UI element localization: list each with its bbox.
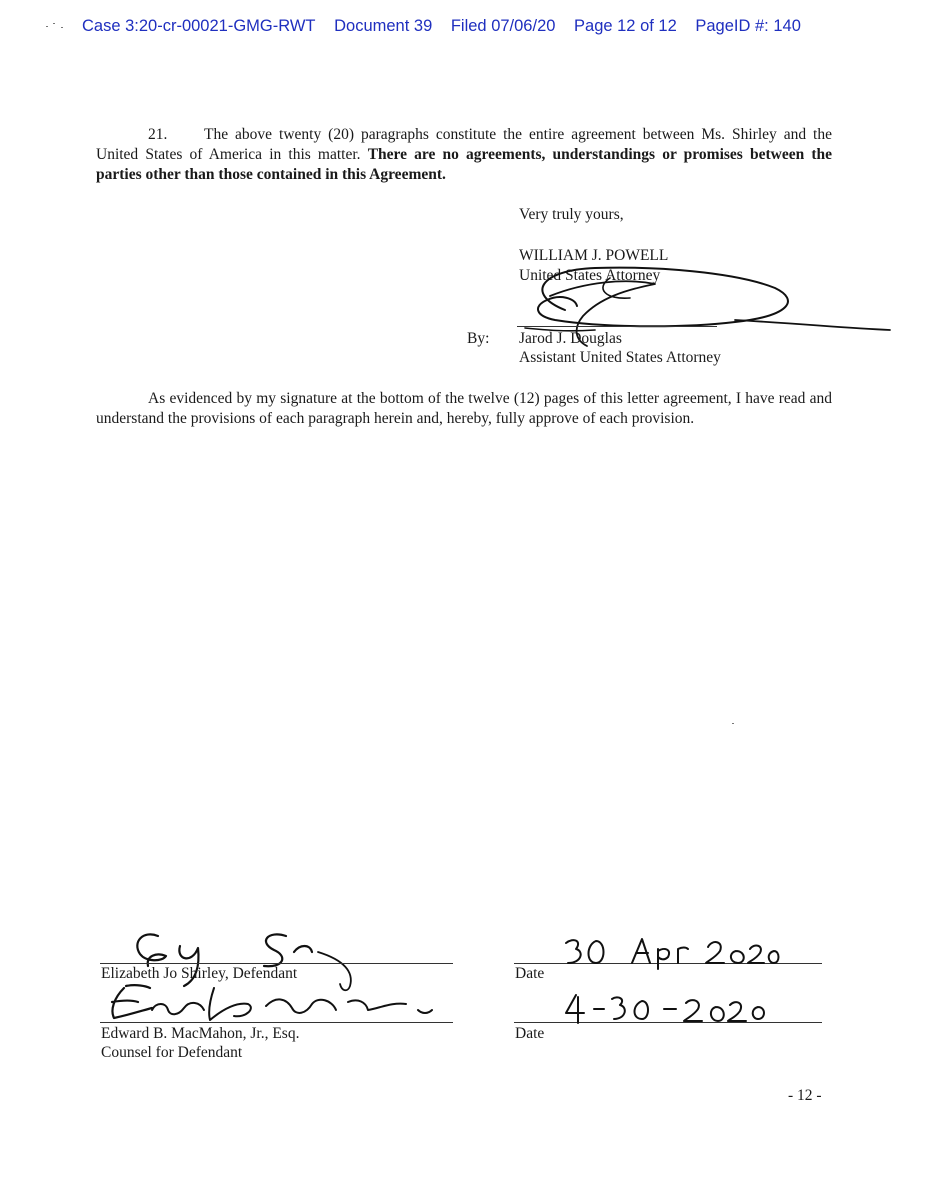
paragraph-number: 21. [148,126,168,143]
defendant-caption: Elizabeth Jo Shirley, Defendant [101,965,298,982]
signer-title: Assistant United States Attorney [519,349,721,366]
salutation: Very truly yours, [519,206,624,223]
scan-speck [61,27,63,28]
by-label: By: [467,330,490,347]
document-number: Document 39 [334,17,433,35]
attorney-name: WILLIAM J. POWELL [519,247,669,264]
attorney-title: United States Attorney [519,267,661,284]
counsel-date-label: Date [515,1025,545,1042]
defendant-date-label: Date [515,965,545,982]
filed-date: Filed 07/06/20 [450,17,556,35]
court-filing-header [82,17,801,36]
case-number: Case 3:20-cr-00021-GMG-RWT [82,17,316,35]
counsel-signature-line [100,1022,453,1023]
counsel-caption: Edward B. MacMahon, Jr., Esq. [101,1025,300,1042]
counsel-caption-role: Counsel for Defendant [101,1044,243,1061]
page-id: PageID #: 140 [695,17,801,35]
handwritten-date-2 [560,991,770,1025]
acknowledgment-text: As evidenced by my signature at the bottom of the twelve (12) pages of this letter agreement, I have read and understand the provisions of each paragraph herein and, hereby, fully approve of each provision. [96,390,832,427]
acknowledgment-paragraph [96,389,832,429]
scan-speck [732,723,734,724]
attorney-signature-line [517,326,717,327]
paragraph-text: The above twenty (20) paragraphs constitute the entire agreement between Ms. Shirley and the United States of America in this matter. [96,126,832,163]
paragraph-bold-text: There are no agreements, understandings or promises between the parties other than those contained in this Agreement. [96,146,833,183]
paragraph-21 [96,125,832,185]
page-count: Page 12 of 12 [574,17,677,35]
scan-speck [53,23,55,24]
handwritten-date-1 [560,935,780,969]
signer-name: Jarod J. Douglas [519,330,622,347]
scan-speck [46,26,48,27]
macmahon-signature [96,980,446,1024]
defendant-signature-line [100,963,453,964]
page-number: - 12 - [788,1087,822,1104]
